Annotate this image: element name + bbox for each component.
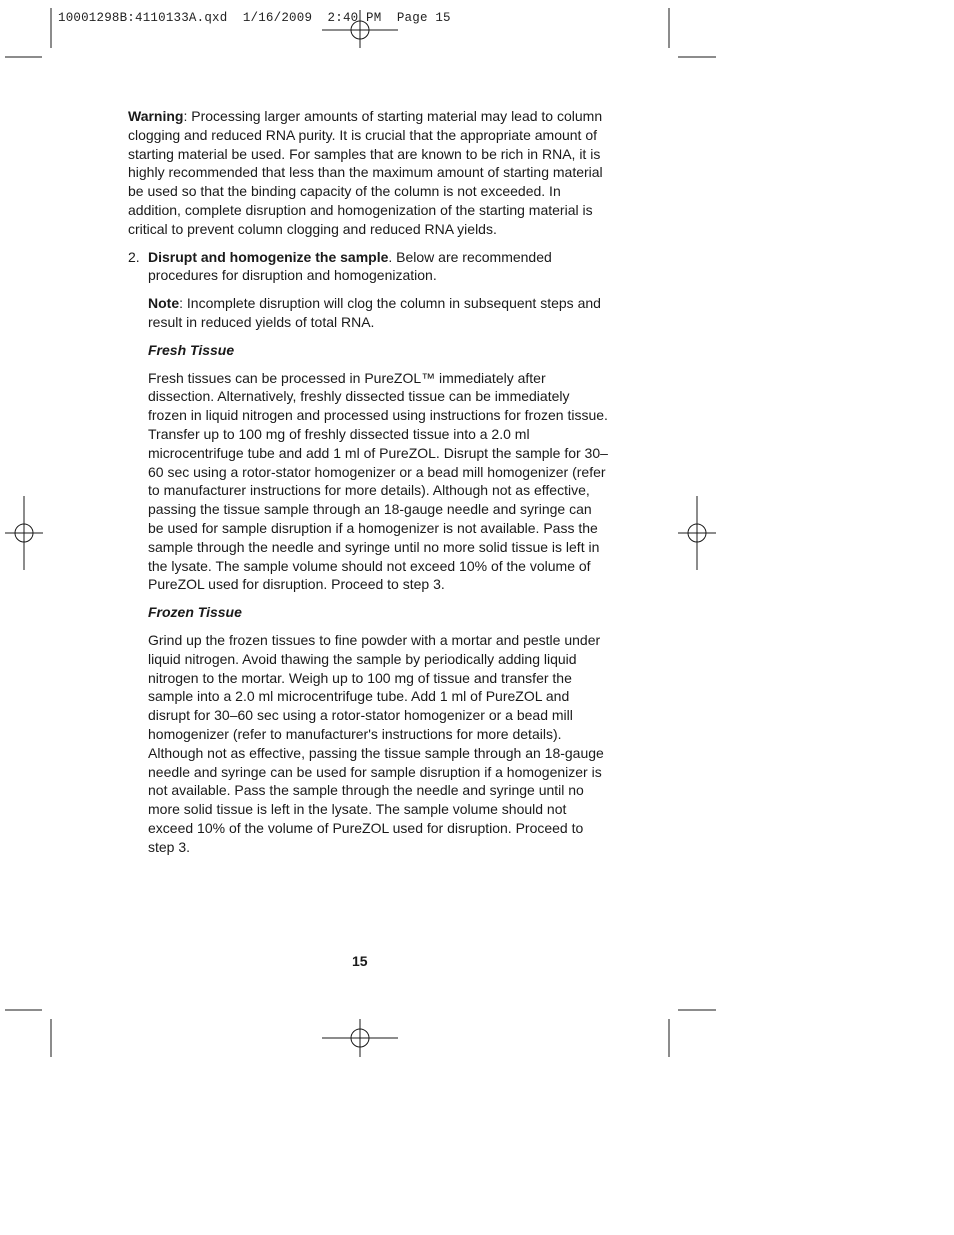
step-number: 2. bbox=[128, 248, 140, 265]
fresh-tissue-paragraph: Fresh tissues can be processed in PureZOL™ immediately after dissection. Alternatively, freshly dissected tissue can be immediately frozen in liquid nitrogen and processed using instructions for frozen tissue. Transfer up to 100 mg of freshly dissected tissue into a 2.0 ml microcentrifuge tube and add 1 ml of PureZOL. Disrupt the sample for 30–60 sec using a rotor-stator homogenizer or a bead mill homogenizer (refer to manufacturer instructions for more details). Although not as effective, passing the tissue sample through an 18-gauge needle and syringe can be used for sample disruption if a homogenizer is not available. Pass the sample through the needle and syringe until no more solid tissue is left in the lysate. The sample volume should not exceed 10% of the volume of PureZOL used for disruption. Proceed to step 3. bbox=[148, 369, 608, 593]
step-2-heading: Disrupt and homogenize the sample bbox=[148, 248, 389, 265]
page-number: 15 bbox=[352, 953, 368, 969]
note-text: : Incomplete disruption will clog the column in subsequent steps and result in reduced yields of total RNA. bbox=[148, 295, 601, 330]
step-2-body: . Below are recommended procedures for disruption and homogenization. bbox=[148, 248, 552, 284]
fresh-tissue-heading: Fresh Tissue bbox=[148, 341, 235, 358]
step-2-details bbox=[148, 294, 608, 856]
step-2 bbox=[128, 248, 608, 286]
registration-mark-right bbox=[678, 496, 716, 570]
frozen-tissue-heading: Frozen Tissue bbox=[148, 604, 242, 621]
print-slug-line: 10001298B:4110133A.qxd 1/16/2009 2:40 PM Page 15 bbox=[58, 11, 451, 25]
warning-text: : Processing larger amounts of starting material may lead to column clogging and reduced RNA purity. It is crucial that the appropriate amount of starting material be used. For samples that are known to be rich in RNA, it is highly recommended that less than the maximum amount of starting material be used so that the binding capacity of the column is not exceeded. In addition, complete disruption and homogenization of the starting material is critical to prevent column clogging and reduced RNA yields. bbox=[128, 108, 603, 237]
registration-mark-left bbox=[5, 496, 43, 570]
warning-paragraph bbox=[128, 107, 608, 239]
note-label: Note bbox=[148, 295, 180, 312]
registration-mark-bottom bbox=[322, 1019, 398, 1057]
note-paragraph bbox=[148, 294, 608, 332]
step-2-text bbox=[148, 248, 608, 286]
frozen-tissue-paragraph: Grind up the frozen tissues to fine powder with a mortar and pestle under liquid nitrogen. Avoid thawing the sample by periodically adding liquid nitrogen to the mortar. Weigh up to 100 mg of tissue and transfer the sample into a 2.0 ml microcentrifuge tube. Add 1 ml of PureZOL and disrupt for 30–60 sec using a rotor-stator homogenizer or a bead mill homogenizer (refer to manufacturer's instructions for more details). Although not as effective, passing the tissue sample through an 18-gauge needle and syringe can be used for sample disruption if a homogenizer is not available. Pass the sample through the needle and syringe until no more solid tissue is left in the lysate. The sample volume should not exceed 10% of the volume of PureZOL used for disruption. Proceed to step 3. bbox=[148, 631, 604, 855]
warning-label: Warning bbox=[128, 108, 184, 124]
page-content bbox=[128, 107, 608, 865]
registration-mark-top bbox=[322, 10, 398, 48]
